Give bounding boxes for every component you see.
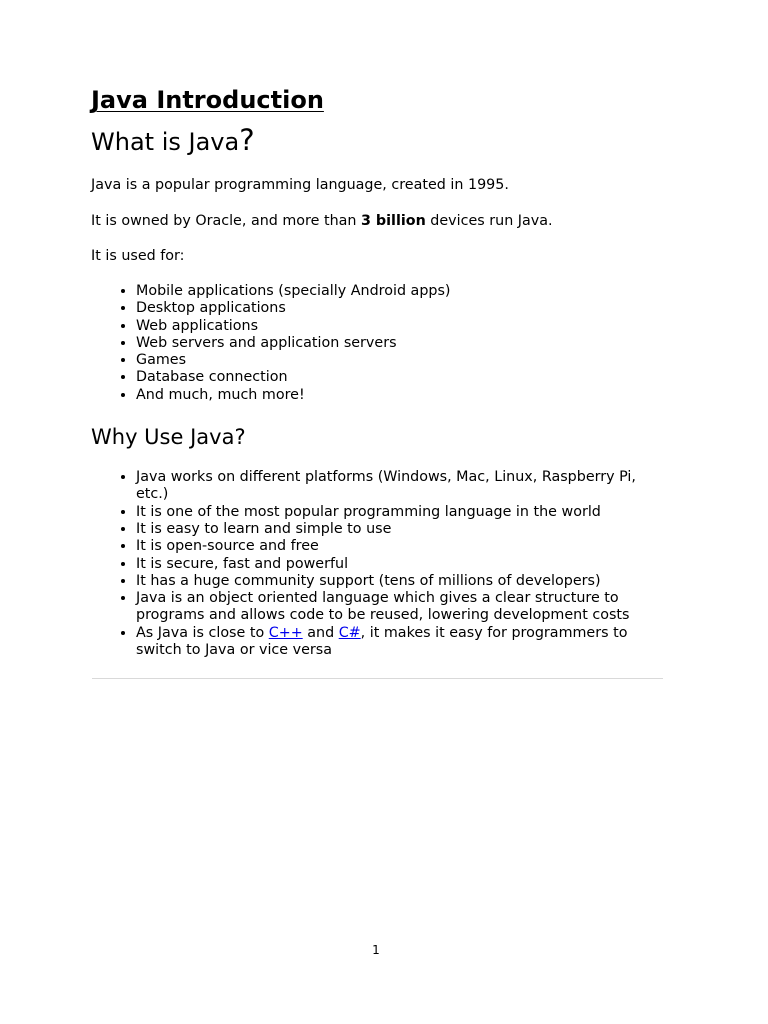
heading-what-is-java-text: What is Java bbox=[91, 128, 240, 156]
list-item: • Desktop applications bbox=[136, 300, 663, 317]
list-item: • Mobile applications (specially Android apps) bbox=[136, 283, 663, 300]
list-item: • Java is an object oriented language which gives a clear structure to programs and allows code to be reused, lowering development costs bbox=[136, 590, 663, 625]
list-item: • It is one of the most popular programming language in the world bbox=[136, 504, 663, 521]
last-reason-end: , it makes it easy for programmers to switch to Java or vice versa bbox=[136, 624, 628, 659]
list-item: • Database connection bbox=[136, 369, 663, 386]
list-item: • Web servers and application servers bbox=[136, 335, 663, 352]
uses-list bbox=[91, 283, 663, 404]
list-item: • It is open-source and free bbox=[136, 538, 663, 555]
heading-what-is-java bbox=[91, 124, 663, 158]
ownership-text-start: It is owned by Oracle, and more than bbox=[91, 213, 361, 229]
used-for-paragraph: It is used for: bbox=[91, 248, 185, 264]
list-item: • It is easy to learn and simple to use bbox=[136, 521, 663, 538]
intro-paragraph: Java is a popular programming language, created in 1995. bbox=[91, 177, 509, 193]
page-number: 1 bbox=[372, 943, 380, 957]
ownership-text-end: devices run Java. bbox=[425, 213, 553, 229]
billion-devices-emphasis: 3 billion bbox=[361, 213, 426, 229]
horizontal-divider bbox=[92, 678, 663, 679]
last-reason-middle: and bbox=[302, 624, 339, 641]
last-reason-start: As Java is close to bbox=[136, 624, 269, 641]
list-item: • Java works on different platforms (Windows, Mac, Linux, Raspberry Pi, etc.) bbox=[136, 469, 663, 504]
list-item: • It is secure, fast and powerful bbox=[136, 556, 663, 573]
heading-why-use-java: Why Use Java? bbox=[91, 425, 246, 450]
ownership-paragraph bbox=[91, 212, 663, 230]
list-item: • It has a huge community support (tens of millions of developers) bbox=[136, 573, 663, 590]
list-item: • And much, much more! bbox=[136, 387, 663, 404]
heading-question-mark: ? bbox=[239, 123, 255, 157]
reasons-list bbox=[91, 469, 663, 659]
list-item: • Games bbox=[136, 352, 663, 369]
document-title: Java Introduction bbox=[91, 86, 324, 114]
list-item: • Web applications bbox=[136, 318, 663, 335]
csharp-link[interactable]: C# bbox=[338, 624, 361, 641]
cpp-link[interactable]: C++ bbox=[268, 624, 303, 641]
document-page bbox=[91, 84, 663, 687]
list-item bbox=[136, 625, 663, 660]
